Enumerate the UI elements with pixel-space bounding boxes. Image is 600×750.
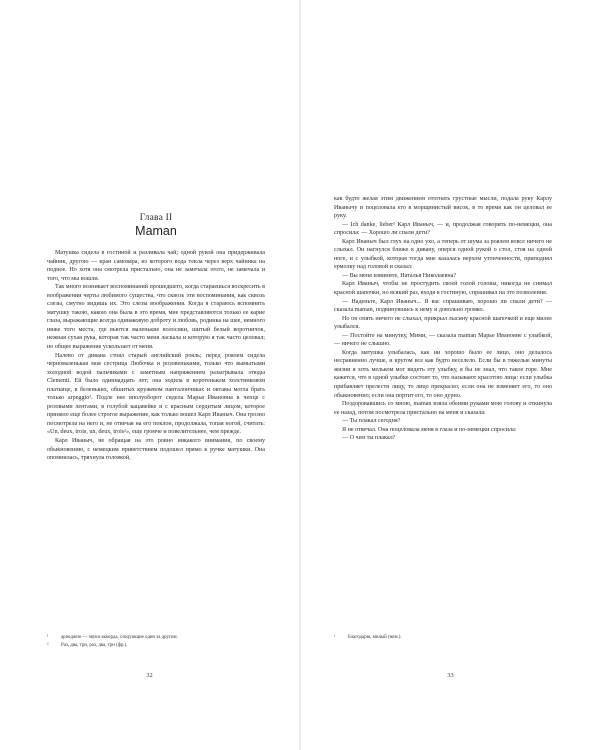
paragraph: — Постойте на минутку, Мими, — сказала maman Марье Ивановне с улыбкой, — ничего не слышно. — [334, 332, 552, 348]
paragraph: Поздоровавшись со мною, maman взяла обеими руками мою голову и откинула ее назад, потом посмотрела пристально на меня и сказала: — [334, 401, 552, 416]
paragraph: Карл Иваныч, чтобы не простудить своей голой головы, никогда не снимал красной шапочки, но всякий раз, входя в гостиную, спрашивал на это позволения. — [334, 281, 552, 297]
footnote-mark: ¹ — [334, 635, 336, 640]
footnote — [47, 642, 265, 650]
right-text-block — [334, 195, 552, 443]
footnote-text: Благодарю, милый (нем.). — [348, 635, 402, 640]
paragraph: — Вы меня извините, Наталья Николаевна? — [342, 272, 457, 279]
right-footnotes — [334, 634, 552, 642]
paragraph: — Наденьте, Карл Иваныч... Я вас спрашиваю, хорошо ли спали дети? — сказала maman, подвинувшись к нему и довольно громко. — [334, 298, 552, 314]
page-number-right: 33 — [447, 672, 454, 679]
left-page — [0, 0, 299, 750]
footnote-text: Раз, два, три, раз, два, три (фр.). — [61, 643, 128, 648]
footnote-text: арпеджио — звуки аккорда, следующие один за другим. — [61, 635, 178, 640]
footnote-mark: ¹ — [47, 635, 49, 640]
chapter-title: Maman — [135, 224, 177, 238]
footnote — [47, 634, 265, 642]
footnote-mark: ² — [47, 643, 49, 648]
paragraph: — Ich danke, lieber¹ Карл Иваныч, — и, продолжая говорить по-немецки, она спросила: — Хорошо ли спали дети? — [334, 221, 552, 237]
paragraph: Карл Иваныч, не обращая на это ровно никакого внимания, по своему обыкновению, с немецким приветствием подошел прямо к ручке матушки. Она опомнилась, тряхнула головкой, — [47, 438, 265, 462]
paragraph: — О чем ты плакал? — [342, 435, 396, 442]
paragraph: Я не отвечал. Она поцеловала меня в глаза и по-немецки спросила: — [342, 426, 517, 433]
paragraph: как будто желая этим движением отогнать грустные мысли, подала руку Карлу Иванычу и поцеловала его в морщинистый висок, в то время как он целовал ее руку. — [334, 196, 552, 220]
page-number-left: 32 — [146, 672, 153, 679]
footnote — [334, 634, 552, 642]
chapter-number: Глава II — [139, 213, 173, 223]
paragraph: Так много возникает воспоминаний прошедшего, когда стараешься воскресить в воображении черты любимого существа, что сквозь эти воспоминания, как сквозь слезы, смутно видишь их. Это слезы воображения. Когда я стараюсь вспомнить матушку такою, какою она была в это время, мне представляются только ее карие глаза, выражающие всегда одинаковую доброту и любовь, родинка на шее, немного ниже того места, где вьются маленькие волосики, шитый белый воротничок, нежная сухая рука, которая так часто меня ласкала и которую я так часто целовал; но общее выражение ускользает от меня. — [47, 284, 265, 351]
paragraph: Когда матушка улыбалась, как ни хорошо было ее лицо, оно делалось несравненно лучше, и кругом все как будто веселело. Если бы в тяжелые минуты жизни я хоть мельком мог видеть эту улыбку, я бы не знал, что такое горе. Мне кажется, что в одной улыбке состоит то, что называют красотою лица: если улыбка прибавляет прелести лицу, то лицо прекрасно; если она не изменяет его, то оно обыкновенно; если она портит его, то оно дурно. — [334, 349, 552, 399]
paragraph: Карл Иваныч был глух на одно ухо, а теперь от шума за роялем вовсе ничего не слыхал. Он нагнулся ближе к дивану, оперся одной рукой о стол, стоя на одной ноге, и с улыбкой, которая тогда мне казалась верхом утонченности, приподнял ермолку над головой и сказал: — [334, 238, 552, 271]
chapter-heading — [47, 213, 265, 239]
paragraph: Налево от дивана стоял старый английский рояль; перед роялем сидела черномазенькая моя сестрица Любочка и розовенькими, только что вымытыми холодной водой пальчиками с заметным напряжением разыгрывала этюды Clementi. Ей было одиннадцать лет; она ходила в коротеньком холстинковом платьице, в беленьких, обшитых кружевом панталончиках и октавы могла брать только arpeggio¹. Подле нее вполуоборот сидела Марья Ивановна в чепце с розовыми лентами, в голубой кацавейке и с красным сердитым лицом, которое приняло еще более строгое выражение, как только вошел Карл Иваныч. Она грозно посмотрела на него и, не отвечая на его поклон, продолжала, топая ногой, считать: «Un, deux, trois, un, deux, trois²», еще громче и повелительнее, чем прежде. — [47, 352, 265, 436]
paragraph: Но он опять ничего не слыхал, прикрыл лысину красной шапочкой и еще милее улыбался. — [334, 315, 552, 331]
left-text-block — [47, 213, 265, 463]
paragraph: Матушка сидела в гостиной и разливала чай; одной рукой она придерживала чайник, другою — кран самовара, из которого вода текла через верх чайника на подное. Но хотя она смотрела пристально, она не замечала этого, не замечала и того, что мы вошли. — [47, 250, 265, 282]
paragraph: — Ты плакал сегодня? — [342, 418, 401, 425]
left-footnotes — [47, 634, 265, 650]
right-page — [301, 0, 600, 750]
